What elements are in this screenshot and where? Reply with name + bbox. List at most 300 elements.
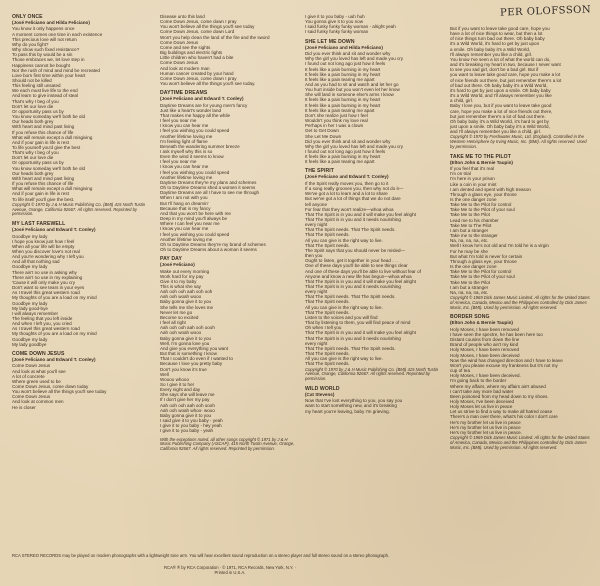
lyric-line: If the Spirit really moves you, then go to it — [305, 180, 389, 186]
song-credit: (José Feliciano and Edward T. Conley) — [160, 96, 244, 102]
lyric-line: Come and see the sights — [160, 44, 211, 50]
lyric-line: I'm on trial — [450, 171, 471, 177]
lyric-line: Holy Moses, I have been removed — [450, 347, 519, 353]
lyric-line: Aah ooh woah wooo — [160, 330, 202, 336]
lyric-line: I give it to you baby - uuh huh — [305, 14, 365, 19]
lyric-line: And if your gain in life is rest — [12, 139, 69, 145]
lyric-line: Baby gonna give it to you — [160, 335, 212, 341]
lyric-line: I said funky funky funky woman — [305, 29, 369, 35]
lyric-line: Love born first time within your heart — [12, 72, 86, 78]
lyric-line: it's hard to get by just upon a smile. Oh baby baby — [450, 87, 551, 93]
song-block — [12, 221, 152, 347]
lyric-line: Our heads both grey — [12, 170, 54, 176]
lyric-line: That The Spirit is in you and it will make you feel alright — [305, 211, 416, 217]
lyric-line: Anyone and know a new life has begun—whoa whoa — [305, 273, 412, 279]
lyric-line: Holy Moses, I have been deceived — [450, 352, 520, 358]
lyric-line: With heart and mind past living — [12, 124, 75, 130]
lyric-line: But that is something I know — [160, 351, 217, 357]
lyric-line: then you — [305, 253, 323, 259]
lyric-line: Deep in my mind you'll always be — [160, 216, 228, 222]
lyric-line: I am but a stranger — [450, 284, 489, 290]
lyric-line: All you can give is the right way to live. — [305, 237, 383, 243]
lyric-line: He's my brother let us live in peace — [450, 419, 521, 425]
lyric-line: With heart and mind past living — [12, 175, 75, 181]
lyric-line: And when I left you, you cried — [12, 321, 72, 327]
lyric-line: my heart you're leaving, baby I'm grieving. — [305, 408, 390, 414]
lyric-line: I know you can hear me — [160, 226, 209, 232]
lyric-line: Disease unto this land — [160, 14, 205, 19]
lyric-line: And if your gain in life is rest — [12, 191, 69, 197]
lyric-line: Where I can feel you near me — [160, 221, 220, 227]
lyric-line: When you discover love's not real — [12, 248, 80, 254]
lyric-line: Won't you please excuse my frankness but it's not my — [450, 362, 558, 368]
lyric-line: If you feel that it's real — [450, 166, 495, 172]
lyric-line: It feels like a pain tearing me apart — [305, 159, 375, 165]
lyric-line: Come Down Jesus, come down I pray — [160, 75, 237, 81]
song-credit: (Cat Stevens) — [305, 391, 335, 397]
lyric-line: Aah ooh woah wooo — [160, 294, 202, 300]
lyric-line: Baby gonna give it to you — [160, 412, 212, 418]
lyric-line: want to start something new, and it's breaking — [305, 403, 397, 409]
lyric-line: My lady goodbye — [12, 341, 47, 347]
lyric-line: Daytime Dreams they're my plans and schemes — [160, 179, 257, 185]
lyric-line: Did you ever think and sit and wonder why — [305, 138, 391, 144]
song-block — [305, 39, 440, 165]
lyric-line: Goodbye my lady — [12, 264, 48, 270]
lyric-line: When I am not with you — [160, 195, 208, 201]
lyric-line: Where my affairs, where my affairs ain't abused — [450, 383, 546, 389]
song-block — [305, 386, 440, 414]
lyric-line: There ain't no use in asking why — [12, 269, 77, 275]
lyric-line: Don't let our love die — [12, 155, 54, 161]
lyric-line: Perhaps in her I was a clown — [305, 123, 364, 129]
lyric-line: I found out not long ago just how it feels — [305, 61, 386, 67]
lyric-line: A lot of concrete — [12, 373, 45, 379]
lyric-line: If you refuse this chance of life — [12, 181, 74, 187]
lyric-line: And give you everything you want — [160, 345, 228, 351]
song-title: WILD WORLD — [305, 385, 340, 392]
lyric-line: A moment comes one time in each existence — [12, 31, 103, 37]
lyric-line: But I'll hang on dreamin' — [160, 200, 209, 206]
lyric-line: Daytime Dreams are for young men's fancy — [160, 102, 248, 108]
lyric-line: That The Spirit needs. That The Spirit needs. — [305, 227, 396, 233]
songs-copyright-note: With the exceptions noted, all other songs copyright © 1971 by J & H Music Publishing Company (ASCAP), 415 North Tustin Avenue, Orange, California 92667. All rights reserved. Reprinted by permission. — [160, 436, 295, 452]
lyric-line: Wake out every morning — [160, 268, 210, 274]
lyric-line: every night — [305, 222, 328, 228]
lyric-line: I can't take any more bad water — [450, 388, 514, 394]
song-block — [160, 90, 295, 252]
lyric-line: to see you sad girl, don't be a bad girl. But if — [450, 67, 539, 73]
lyric-line: I ask myself why this is so — [160, 149, 213, 154]
lyric-line: It feels like a pain burning in my heart — [305, 102, 381, 108]
lyric-line: Aah ooh ooh aah ooh oooh — [160, 325, 215, 331]
lyric-line: And all that nothing sad — [12, 259, 60, 265]
lyric-line: That The Spirit needs. That The Spirit needs. — [305, 345, 396, 351]
lyric-line: Give it to my baby — [160, 278, 197, 284]
lyric-line: Take Me to the Pilot for control — [450, 269, 512, 275]
lyric-line: Our heads both grey — [12, 119, 54, 125]
lyric-line: Come Down Jesus — [160, 60, 199, 66]
lyric-line: Baby gonna give it to you — [160, 299, 212, 305]
lyric-line: You won't believe all the things you'll see today. — [160, 81, 256, 87]
lyric-line: Lead me to his chamber — [450, 217, 499, 223]
lyric-line: I feel all right — [160, 320, 186, 326]
lyric-line: I feel you wishing you could speed — [160, 231, 230, 237]
lyric-line: Is the one danger zone — [450, 197, 497, 203]
song-credit: (Elton John & Bernie Taupin) — [450, 159, 513, 165]
lyric-line: One of these days you'll be able to see things clear — [305, 263, 408, 269]
lyric-line: Why show such fixed resistance? — [12, 47, 80, 53]
lyric-line: There ain't no use in my explaining — [12, 274, 83, 280]
lyric-line: Goodbye my lady — [12, 336, 48, 342]
lyric-line: To life yourself you'd give the best — [12, 145, 81, 150]
lyric-line: Ought to listen, get it together in your head . . . — [305, 258, 399, 264]
song-title: COME DOWN JESUS — [12, 350, 65, 357]
lyric-line: If a song really grooves you, then why not do it— — [305, 186, 404, 192]
lyric-line: This precious love will not return — [12, 36, 77, 42]
lyric-line: I give it to you baby - yeah — [160, 428, 214, 434]
lyric-line: Another lifetime loving me — [160, 133, 213, 139]
lyric-line: Come Down Jesus, come down today — [12, 383, 89, 389]
lyric-line: Work hard for my pay — [160, 273, 204, 279]
copyright-notice: Copyright © 1969 Dick James Music Limited. All rights for the United States of America, Canada, Mexico and the Philippines controlled by Dick James Music, Inc. (BMI). Used by permission. All rights reserved. — [450, 435, 590, 450]
lyric-line: Aah ooh ooh aah ooh oooh — [160, 402, 215, 408]
lyric-line: Listen to the voices and you will find — [305, 314, 378, 320]
lyric-line: I know you can hear me — [160, 164, 209, 170]
lyric-line: Wouldn't you think my love real — [305, 118, 368, 124]
lyric-line: To life itself you'll give the best. — [12, 196, 75, 202]
lyric-line: a child, girl. — [450, 98, 473, 104]
lyric-line: Don't let our love die — [12, 103, 54, 109]
lyric-line: And look at what you'll see — [12, 368, 66, 374]
lyric-line: And as you had to sit and watch and let her go — [305, 81, 399, 87]
lyric-line: We've got a lot to learn and a lot to share — [305, 191, 388, 197]
lyric-line: You know it only happens once — [12, 26, 75, 32]
lyric-line: Why do you fight? — [12, 41, 49, 47]
song-credit: (Elton John & Bernie Taupin) — [450, 320, 513, 326]
lyric-line: I feel you near me — [160, 159, 197, 165]
lyric-line: He is closer — [12, 404, 36, 410]
lyric-line: He's my brother let us live in peace. — [450, 429, 522, 435]
lyric-line: Aah ooh ooh aah ooh ooh — [160, 289, 213, 295]
lyric-line: He's my brother let us live in peace — [450, 424, 521, 430]
lyric-line: Goodbye my lady — [12, 233, 48, 239]
lyric-line: Woooo whooo — [160, 376, 189, 382]
lyric-line: I said funky funky funky woman - alright yeah — [305, 24, 396, 30]
lyric-line: Come Down Jesus — [12, 394, 51, 400]
lyric-line: Why the girl you loved has left and made you cry — [305, 56, 404, 62]
lyric-line: Get to Get Down — [305, 128, 339, 134]
lyric-line: That The Spirit is in you and it will make you feel alright — [305, 278, 416, 284]
lyric-line: My lady good-bye — [12, 305, 48, 311]
lyric-line: I hope you know just how I feel — [12, 238, 75, 244]
lyric-line: It feels like a pain tearing me apart — [305, 76, 375, 82]
lyric-line: Even the wind it seems to know — [160, 154, 224, 160]
lyric-line: That The Spirit needs. — [305, 242, 350, 248]
lyric-line: Oh to Daytime Dreams they're my brand of schemes — [160, 241, 266, 247]
lyric-line: I'm going back to the border — [450, 378, 507, 384]
lyric-line: She Let Me Down — [305, 133, 342, 139]
lyric-line: Because I love you pretty baby — [160, 361, 223, 367]
lyric-line: I feel you wishing you could speed — [160, 128, 230, 134]
lyric-line: The Spirit says that you should never be misled— — [305, 247, 406, 253]
lyric-line: Holy Moses let us live in peace — [450, 404, 513, 410]
lyric-line: That The Spirit is in you and it needs nourishing — [305, 284, 401, 289]
song-block — [450, 314, 592, 450]
lyric-line: Let us strive to find a way to make all hatred cease — [450, 409, 553, 415]
lyric-line: You won't believe all the things you'll see today — [160, 24, 255, 30]
lyric-line: Don't want to see tears in your eyes — [12, 285, 85, 291]
lyric-line: As I travel this great western road — [12, 326, 80, 332]
lyric-line: You know someday we'll both be old — [12, 165, 85, 171]
lyric-line: Na, na, na, na, etc. — [450, 289, 489, 295]
lyric-line: Should not be killed — [12, 77, 52, 83]
record-notice: RCA STEREO RECORDS may be played on modern phonographs with a lightweight tone arm. You will hear excellent sound reproduction on a stereo player and full stereo sound on a stereo phonograph. — [12, 553, 390, 558]
lyric-line: She will land in someone else's arms I know — [305, 92, 394, 98]
lyric-line: We each must live life to the end — [12, 88, 78, 94]
song-credit: (José Feliciano and Hilda Feliciano) — [12, 20, 90, 25]
song-block — [305, 14, 440, 35]
song-title: ONLY ONCE — [12, 14, 43, 20]
lyric-line: And that you won't be here with me — [160, 210, 231, 216]
lyric-line: it's a Wild World, and I'll always remember you like — [450, 93, 552, 99]
song-title: PAY DAY — [160, 256, 182, 263]
lyric-line: That's why I beg of you — [12, 98, 59, 104]
lyric-line: Distant cousins from down the line — [450, 337, 520, 343]
lyric-line: That by listening to them, you will find peace of mind — [305, 320, 411, 326]
lyric-line: of bad out there. Oh baby baby it's a Wild World, — [450, 82, 548, 88]
lyric-line: My thoughts of you are a load on my mind — [12, 295, 97, 301]
lyric-line: Like a coin in your mint — [450, 181, 497, 187]
lyric-line: Happiness cannot be bought — [12, 62, 70, 68]
lyric-line: It feels like a pain burning in my heart — [305, 97, 381, 103]
lyric-line: And look at common men — [12, 399, 64, 405]
lyric-line: You hurt inside but you won't even let her know — [305, 87, 400, 93]
copyright-notice: Copyright © 1970 by J & H Music Publishing Co. (BMI) 415 North Tustin Avenue, Orange, California 92667. All rights reserved. Reprinted by permission. — [12, 201, 146, 217]
lyric-line: tell anyone — [305, 201, 327, 207]
lyric-line: As I travel this great western road — [12, 290, 80, 296]
lyric-line: To pass this by would be a sin — [12, 52, 73, 58]
song-title: THE SPIRIT — [305, 168, 335, 175]
lyric-line: That The Spirit needs. — [305, 361, 350, 367]
lyric-line: I'm here in your prison — [450, 176, 495, 182]
lyric-line: Nor the rush of mind and mind be recreated — [12, 67, 100, 73]
lyric-line: but just remember there's a lot of bad out there. — [450, 113, 546, 119]
lyric-line: You gonna give it to you now — [305, 19, 363, 25]
song-credit: (José Feliciano and Edward T. Conley) — [12, 356, 96, 362]
lyric-line: of nice friends out there, but just remember there's a lot — [450, 77, 562, 83]
lyric-line: It feels like a pain burning in my heart — [305, 71, 381, 77]
lyric-line: Oh baby baby it's a Wild World, it's hard to get by — [450, 118, 549, 124]
lyric-line: That The Spirit needs. — [305, 299, 350, 305]
lyric-line: You won't believe all the things you'll see today — [12, 389, 107, 395]
lyric-line: Take Me to the Pilot — [450, 279, 490, 285]
lyric-line: I know you can hear me — [160, 123, 209, 129]
lyric-line: Through a glass eye, your throne — [450, 258, 517, 264]
lyric-line: Become so excited — [160, 314, 199, 320]
lyric-line: What will remain except a dull misgiving — [12, 186, 93, 192]
lyric-line: and it's breaking my heart in two, because I never want — [450, 62, 561, 68]
lyric-line: You know someday we'll both be old — [12, 114, 85, 120]
lyric-line: 'Cause it will only make you cry — [12, 279, 76, 285]
lyric-line: Goodbye my lady — [12, 300, 48, 306]
lyric-line: When all your life will be empty — [12, 243, 75, 249]
label-notice: RCA® ® by RCA Corporation · © 1971, RCA Records, New York, N.Y. · Printed in U.S.A. — [163, 565, 297, 575]
lyric-line: Don't she realize just how I feel — [305, 112, 368, 118]
song-credit: (José Feliciano and Edward T. Conley) — [305, 174, 389, 180]
lyric-line: Well, I'm gonna love you — [160, 340, 210, 346]
lyric-line: Another lifetime loving me — [160, 236, 213, 242]
lyric-line: care, hope you make a lot of nice friends out there, — [450, 108, 553, 114]
lyric-line: Just like a heart's wonder land — [160, 107, 222, 113]
lyric-line: Take Me to the Pilot for control — [450, 202, 512, 208]
lyric-line: Or opportunity pass us by — [12, 160, 64, 166]
lyric-line: every night — [305, 289, 328, 295]
lyric-line: She says she will leave me — [160, 392, 215, 398]
song-title: TAKE ME TO THE PILOT — [450, 153, 511, 160]
lyric-line: Oh to Daytime Dreams shed a women it seems — [160, 185, 256, 191]
lyric-line: It feels like a pain burning in my heart — [305, 66, 381, 72]
lyric-line: And one of these days you'll be able to live without fear of — [305, 268, 421, 274]
song-block — [305, 168, 440, 381]
lyric-line: That I couldn't do even if I wanted to — [160, 356, 233, 362]
lyric-line: cup of tea — [450, 368, 470, 374]
lyric-line: So I give it to her — [160, 381, 195, 387]
lyric-line: You know I've seen a lot of what the world can do, — [450, 56, 551, 62]
lyric-line: Aah ooh woah whoo- wooo — [160, 407, 215, 413]
lyric-line: I said give it to you baby - yeah — [160, 418, 223, 424]
lyric-line: I give it to you baby - hey yeah — [160, 423, 222, 429]
song-credit: (José Feliciano and Hilda Feliciano) — [305, 44, 383, 50]
lyric-line: every night — [305, 340, 328, 346]
lyric-line: Come Down Jesus — [160, 39, 199, 45]
song-block — [12, 14, 152, 217]
song-block — [450, 154, 592, 311]
lyric-line: just upon a smile. Oh baby baby it's a Wild World, — [450, 123, 550, 129]
lyric-line: Those embraces we, let love step in — [12, 57, 85, 63]
lyric-line: I found out not long ago just how it feels — [305, 149, 386, 154]
lyric-line: All you can give is the right way to live. — [305, 304, 383, 310]
lyric-line: Beneath the wandering summer breeze — [160, 143, 240, 149]
lyric-line: That The Spirit is in you and it needs nourishing — [305, 216, 401, 222]
lyric-line: Now the wind has changed direction and I have to leave — [450, 357, 563, 363]
lyric-line: Na, na, na, na, etc. — [450, 238, 489, 244]
lyric-line: And look at modern man — [160, 65, 210, 71]
lyric-line: Holy Moses, I have been removed — [450, 326, 519, 332]
lyrics-column-4 — [450, 26, 592, 454]
song-block — [160, 14, 295, 86]
lyric-line: and I'll always remember you like a child, girl. — [450, 129, 542, 135]
lyric-line: Through a glass eye, your throne — [450, 191, 517, 197]
lyric-line: it's a Wild World, it's hard to get by just upon — [450, 41, 540, 47]
lyric-line: That The Spirit needs. — [305, 351, 350, 357]
lyric-line: Never let me go — [160, 309, 193, 315]
lyric-line: Take me to the stranger — [450, 233, 498, 239]
lyric-line: Take Me to the Pilot of your soul — [450, 207, 515, 213]
copyright-notice: Copyright © 1969 Dick James Music Limited. All rights for the United States of America, Canada, Mexico and the Philippines controlled by Dick James Music, Inc. (BMI). Used by permission. All rights reserved. — [450, 294, 590, 310]
lyric-line: I have seen the spectre, he has been here too — [450, 331, 543, 337]
lyric-line: Is the one danger zone — [450, 264, 497, 270]
lyric-line: I am but a stranger — [450, 227, 489, 233]
lyric-line: Big buildings and electric lights — [160, 50, 223, 56]
lyric-line: But we've got a lot of things that we do not dare — [305, 196, 401, 202]
lyric-line: Take Me to the Pilot of your soul — [450, 274, 515, 280]
lyric-line: you want to leave take good care, hope you make a lot — [450, 72, 561, 78]
lyric-line: That's why I beg of you — [12, 150, 59, 156]
lyric-line: The feeling that you left inside — [12, 316, 73, 322]
lyric-line: Little children who haven't had a bite — [160, 55, 234, 61]
lyric-line: Where green used to be — [12, 378, 61, 384]
lyric-line: Oh to Daytime Dreams about a woman it seems — [160, 246, 257, 252]
lyric-line: For fear that they won't realize—whoa whoa — [305, 206, 394, 212]
lyric-line: Human cancer created by your hand — [160, 70, 234, 76]
lyric-line: Come Down Jesus, come down I pray — [160, 19, 237, 25]
lyric-line: And learn to give instead of steal — [12, 93, 78, 99]
lyric-line: All you can give is the right way to live. — [305, 356, 383, 362]
lyric-line: This feeling still unsated — [12, 83, 61, 89]
lyric-line: I feel you near me — [160, 118, 197, 124]
song-block — [12, 351, 152, 410]
lyric-line: Because that is my fancy — [160, 205, 211, 211]
lyric-line: Come Down Jesus, come down Lord — [160, 29, 235, 35]
lyric-line: This is what she say — [160, 284, 201, 289]
lyric-line: That The Spirit is in you and it will make you feel alright — [305, 330, 416, 336]
copyright-notice: Copyright © 1970 by J & H Music Publishing Co. (BMI) 415 North Tustin Avenue, Orange, California 92667. All rights reserved. Reprinted by permission. — [305, 366, 439, 382]
lyric-line: I am dented and spent with high treason — [450, 186, 531, 192]
lyric-line: Did you ever think and sit and wonder why — [305, 51, 391, 57]
lyrics-column-3 — [305, 14, 440, 418]
lyric-line: Don't you know it's true — [160, 366, 207, 372]
lyric-line: Won't you help clean the land of the fire and the sword — [160, 34, 270, 40]
lyric-line: I feel you wishing you could speed — [160, 169, 230, 175]
lyric-line: My thoughts of you are a load on my mind — [12, 331, 97, 337]
lyric-line: Baby I love you, but if you want to leave take good — [450, 103, 552, 109]
lyric-line: And you're wondering why I left you — [12, 254, 84, 260]
lyric-line: That The Spirit needs. — [305, 309, 350, 315]
lyric-line: That The Spirit needs. — [305, 232, 350, 238]
lyric-line: What will remain except a dull misgiving — [12, 134, 93, 140]
lyric-line: a smile. Oh baby baby it's a Wild World, — [450, 46, 531, 52]
lyric-line: That The Spirit needs. That The Spirit needs. — [305, 294, 396, 300]
song-credit: (José Feliciano and Edward T. Conley) — [12, 227, 96, 233]
song-title: MY LAST FAREWELL — [12, 221, 66, 228]
lyric-line: That makes me happy all the while — [160, 112, 231, 118]
lyric-line: I'm feeling light of flame — [160, 138, 208, 144]
lyric-line: Holy Moses, I have been deceived. — [450, 373, 521, 379]
song-block — [160, 256, 295, 433]
lyric-line: Daytime Dreams are all I have to see me through — [160, 190, 260, 196]
lyric-line: Or opportunity pass us by — [12, 108, 64, 114]
lyric-line: That The Spirit is in you and it needs nourishing — [305, 335, 401, 341]
lyric-line: Now that I've lost everything to you, you say you — [305, 398, 403, 404]
lyric-line: Come Down Jesus — [12, 363, 51, 369]
lyric-line: If you refuse this chance of life — [12, 129, 74, 135]
lyric-line: Another lifetime loving me — [160, 174, 213, 180]
lyric-line: Well I know he's not old and I'm told he is a virgin — [450, 243, 549, 249]
lyric-line: of nice things turn bad out there. Oh baby baby — [450, 36, 545, 42]
song-title: SHE LET ME DOWN — [305, 38, 355, 45]
handwritten-signature: PER OLOFSSON — [499, 4, 592, 19]
lyric-line: Take Me to The Pilot — [450, 222, 492, 228]
lyric-line: But if you want to leave take good care, hope you — [450, 26, 550, 31]
lyric-line: Take Me to the Pilot — [450, 212, 490, 218]
lyric-line: If I don't give her my pay — [160, 397, 210, 403]
lyric-line: There's a man over there, what's his color I don't care — [450, 414, 558, 420]
lyrics-column-2 — [160, 14, 295, 452]
lyric-line: I will always remember — [12, 310, 58, 316]
copyright-notice: Copyright © 1970 by Freshwater Music, Ltd. (England). Controlled in the Western Hemisphere by Irving Music, Inc. (BMI). All rights reserved. Used by permission. — [450, 134, 587, 149]
lyric-line: Why the girl you loved has left and made you cry — [305, 143, 404, 149]
